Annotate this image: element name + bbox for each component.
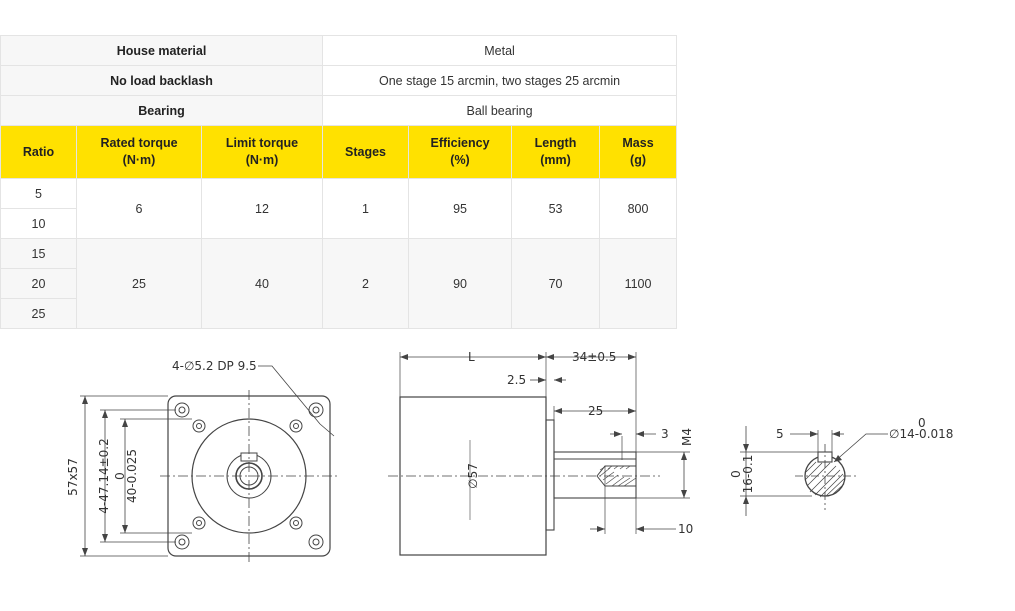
ratio-cell: 20 — [1, 269, 77, 299]
shaft-section-view — [740, 426, 888, 516]
header-ratio: Ratio — [1, 126, 77, 179]
mass-cell: 800 — [600, 179, 677, 239]
header-limit-torque: Limit torque (N·m) — [202, 126, 323, 179]
rated-torque-cell: 6 — [77, 179, 202, 239]
dim-16: 16-0.1 — [741, 454, 755, 494]
dim-phi57: ∅57 — [466, 463, 480, 489]
dim-40: 40-0.025 — [125, 449, 139, 503]
backlash-label: No load backlash — [1, 66, 323, 96]
dim-3: 3 — [661, 427, 669, 441]
limit-torque-cell: 12 — [202, 179, 323, 239]
header-stages: Stages — [323, 126, 409, 179]
ratio-cell: 10 — [1, 209, 77, 239]
bearing-label: Bearing — [1, 96, 323, 126]
house-material-label: House material — [1, 36, 323, 66]
ratio-cell: 15 — [1, 239, 77, 269]
stages-cell: 1 — [323, 179, 409, 239]
efficiency-cell: 90 — [409, 239, 512, 329]
rated-torque-cell: 25 — [77, 239, 202, 329]
dim-L: L — [468, 350, 475, 364]
length-cell: 70 — [512, 239, 600, 329]
header-mass: Mass (g) — [600, 126, 677, 179]
dim-40-tol: 0 — [113, 472, 127, 480]
header-length: Length (mm) — [512, 126, 600, 179]
ratio-cell: 25 — [1, 299, 77, 329]
efficiency-cell: 95 — [409, 179, 512, 239]
front-view — [80, 366, 340, 562]
dim-M4: M4 — [680, 428, 694, 446]
dim-14: ∅14-0.018 — [889, 427, 954, 441]
dim-25: 25 — [588, 404, 604, 418]
dim-16-tol: 0 — [729, 470, 743, 478]
bearing-value: Ball bearing — [323, 96, 677, 126]
house-material-value: Metal — [323, 36, 677, 66]
ratio-cell: 5 — [1, 179, 77, 209]
dim-34: 34±0.5 — [572, 350, 617, 364]
header-efficiency: Efficiency (%) — [409, 126, 512, 179]
dim-4-47: 4-47.14±0.2 — [97, 438, 111, 514]
dim-2-5: 2.5 — [507, 373, 527, 387]
holes-note: 4-∅5.2 DP 9.5 — [172, 359, 257, 373]
backlash-value: One stage 15 arcmin, two stages 25 arcmin — [323, 66, 677, 96]
stages-cell: 2 — [323, 239, 409, 329]
length-cell: 53 — [512, 179, 600, 239]
mass-cell: 1100 — [600, 239, 677, 329]
header-rated-torque: Rated torque (N·m) — [77, 126, 202, 179]
dim-10: 10 — [678, 522, 694, 536]
limit-torque-cell: 40 — [202, 239, 323, 329]
dim-5: 5 — [776, 427, 784, 441]
dim-57x57: 57x57 — [66, 458, 80, 496]
dim-14-tol: 0 — [918, 416, 926, 430]
